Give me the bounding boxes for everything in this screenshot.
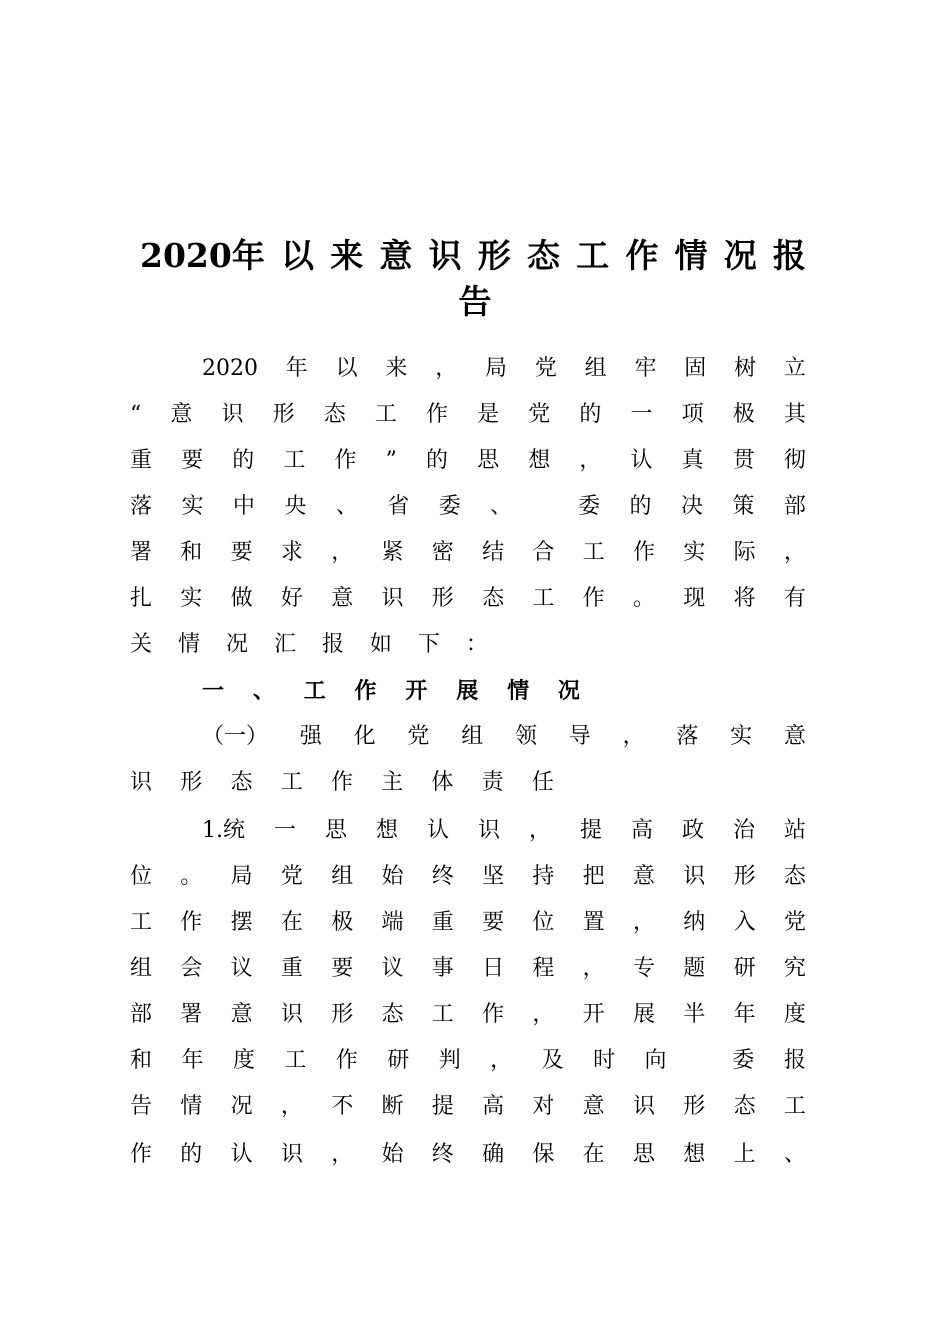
text-char: 重 xyxy=(130,448,153,473)
text-char: 化 xyxy=(353,724,376,749)
text-char: 领 xyxy=(514,724,537,749)
text-char: 要 xyxy=(181,448,204,473)
text-char: 情 xyxy=(177,632,200,657)
text-char: 、 xyxy=(783,1142,806,1167)
text-char: 始 xyxy=(381,864,404,889)
text-char: 上 xyxy=(733,1142,756,1167)
text-char: 意 xyxy=(582,1094,605,1119)
text-char: 态 xyxy=(783,864,806,889)
text-char: 识 xyxy=(280,1142,303,1167)
text-char: 断 xyxy=(381,1094,404,1119)
text-char: 一 xyxy=(630,402,653,427)
text-char: 提 xyxy=(431,1094,454,1119)
text-char: ， xyxy=(280,1094,303,1119)
text-char: 真 xyxy=(681,448,704,473)
text-char: 作 xyxy=(335,1048,358,1073)
text-char: 思 xyxy=(632,1142,655,1167)
text-char: 认 xyxy=(230,1142,253,1167)
body-line xyxy=(130,860,806,894)
text-char: 落 xyxy=(676,724,699,749)
text-char: 度 xyxy=(783,1002,806,1027)
text-char: 始 xyxy=(381,1142,404,1167)
body-line xyxy=(130,628,488,662)
body-line xyxy=(130,1138,806,1172)
text-char: 识 xyxy=(280,1002,303,1027)
text-char: 工 xyxy=(280,770,303,795)
text-char: 委 xyxy=(732,1048,755,1073)
document-title-line-1 xyxy=(140,234,806,278)
text-char: 重 xyxy=(280,956,303,981)
body-line xyxy=(130,1044,806,1078)
text-char: 识 xyxy=(632,1094,655,1119)
text-char: 形 xyxy=(331,1002,354,1027)
text-char: 将 xyxy=(733,586,756,611)
text-char: 识 xyxy=(683,864,706,889)
text-char: 主 xyxy=(381,770,404,795)
text-char: 年 xyxy=(733,1002,756,1027)
text-char: 做 xyxy=(230,586,253,611)
text-char: 作 xyxy=(632,540,655,565)
text-char: 如 xyxy=(369,632,392,657)
text-char: 态 xyxy=(323,402,346,427)
text-char: 会 xyxy=(180,956,203,981)
text-char: 意 xyxy=(230,1002,253,1027)
body-line xyxy=(130,1090,806,1124)
text-char: 委 xyxy=(578,494,601,519)
title-char: 报 xyxy=(772,236,806,275)
text-char: 强 xyxy=(299,724,322,749)
text-char: 位 xyxy=(532,910,555,935)
body-line xyxy=(130,952,806,986)
text-char: ， xyxy=(331,540,354,565)
text-char: 部 xyxy=(130,1002,153,1027)
text-char: 端 xyxy=(381,910,404,935)
text-char: 专 xyxy=(632,956,655,981)
body-line xyxy=(202,814,806,848)
text-char: 议 xyxy=(381,956,404,981)
text-char: 部 xyxy=(783,494,806,519)
text-char: 坚 xyxy=(482,864,505,889)
text-char: 扎 xyxy=(130,586,153,611)
text-char: 作 xyxy=(334,448,357,473)
text-char: ， xyxy=(622,724,645,749)
text-char: 组 xyxy=(461,724,484,749)
text-char: 。 xyxy=(632,586,655,611)
text-char: 工 xyxy=(374,402,397,427)
text-char: 委 xyxy=(438,494,461,519)
text-char: 工 xyxy=(130,910,153,935)
text-char: 作 xyxy=(354,678,377,704)
text-char: 形 xyxy=(180,770,203,795)
text-char: 及 xyxy=(541,1048,564,1073)
text-char: 组 xyxy=(331,864,354,889)
text-char: 纳 xyxy=(683,910,706,935)
text-char: ， xyxy=(783,540,806,565)
text-char: 开 xyxy=(405,678,428,704)
text-char: 极 xyxy=(732,402,755,427)
text-char: 情 xyxy=(507,678,530,704)
text-char: ， xyxy=(532,1002,555,1027)
text-char: 向 xyxy=(644,1048,667,1073)
text-char: 年 xyxy=(181,1048,204,1073)
text-char: 展 xyxy=(632,1002,655,1027)
body-line xyxy=(202,352,806,386)
title-char: 情 xyxy=(674,236,708,275)
text-char: 议 xyxy=(230,956,253,981)
text-char: 形 xyxy=(683,1094,706,1119)
text-char: 好 xyxy=(280,586,303,611)
text-char: 党 xyxy=(534,356,557,381)
text-char: 彻 xyxy=(783,448,806,473)
text-char: 现 xyxy=(683,586,706,611)
title-char: 来 xyxy=(330,236,364,275)
text-char: ， xyxy=(528,818,551,843)
text-char: ， xyxy=(582,956,605,981)
text-char: 态 xyxy=(482,586,505,611)
text-char: 贯 xyxy=(732,448,755,473)
body-line xyxy=(130,998,806,1032)
text-char: 研 xyxy=(733,956,756,981)
text-char: 2020 xyxy=(202,356,258,381)
text-char: 程 xyxy=(532,956,555,981)
text-char: 树 xyxy=(734,356,757,381)
text-char: 思 xyxy=(477,448,500,473)
text-char: 持 xyxy=(532,864,555,889)
text-char: （一） xyxy=(202,724,269,749)
text-char: 实 xyxy=(180,586,203,611)
text-char: 关 xyxy=(130,632,153,657)
text-char: 事 xyxy=(431,956,454,981)
text-char: 置 xyxy=(582,910,605,935)
text-char: “ xyxy=(130,402,142,427)
document-title-line-2: 告 xyxy=(458,282,492,321)
text-char: 和 xyxy=(180,540,203,565)
text-char: 组 xyxy=(130,956,153,981)
text-char: 况 xyxy=(230,1094,253,1119)
text-char: 作 xyxy=(425,402,448,427)
text-char: 重 xyxy=(431,910,454,935)
text-char: 结 xyxy=(482,540,505,565)
text-char: 想 xyxy=(375,818,398,843)
text-char: 实 xyxy=(683,540,706,565)
text-char: 策 xyxy=(732,494,755,519)
text-char: ， xyxy=(490,1048,513,1073)
text-char: 一 xyxy=(273,818,296,843)
text-char: 意 xyxy=(170,402,193,427)
title-char: 以 xyxy=(281,236,315,275)
text-char: 实 xyxy=(181,494,204,519)
text-char: 工 xyxy=(283,448,306,473)
title-char: 况 xyxy=(723,236,757,275)
text-char: 是 xyxy=(477,402,500,427)
text-char xyxy=(542,490,549,524)
text-char: 立 xyxy=(783,356,806,381)
body-line xyxy=(130,398,806,432)
text-char: 责 xyxy=(481,770,504,795)
text-char: 体 xyxy=(431,770,454,795)
subsection-heading-line xyxy=(130,766,554,800)
text-char: 报 xyxy=(321,632,344,657)
text-char: 工 xyxy=(284,1048,307,1073)
text-char: 工 xyxy=(303,678,326,704)
text-char: 作 xyxy=(330,770,353,795)
text-char: 对 xyxy=(532,1094,555,1119)
body-line xyxy=(130,582,806,616)
text-char: 认 xyxy=(630,448,653,473)
text-char: 把 xyxy=(582,864,605,889)
text-char: 党 xyxy=(783,910,806,935)
text-char: 保 xyxy=(532,1142,555,1167)
text-char: 和 xyxy=(130,1048,153,1073)
title-char: 工 xyxy=(576,236,610,275)
text-char: 其 xyxy=(783,402,806,427)
text-char: 站 xyxy=(783,818,806,843)
text-char: 题 xyxy=(683,956,706,981)
text-char: 1.统 xyxy=(202,818,245,843)
text-char: ” xyxy=(385,448,397,473)
subsection-heading-line xyxy=(202,720,806,754)
text-char: 终 xyxy=(431,864,454,889)
text-char: 入 xyxy=(733,910,756,935)
text-char: 导 xyxy=(568,724,591,749)
text-char: 以 xyxy=(335,356,358,381)
text-char xyxy=(696,1044,703,1078)
text-char: 况 xyxy=(557,678,580,704)
title-char: 形 xyxy=(477,236,511,275)
text-char: ， xyxy=(632,910,655,935)
text-char: 要 xyxy=(230,540,253,565)
text-char: 省 xyxy=(387,494,410,519)
text-char: 想 xyxy=(528,448,551,473)
text-char: 报 xyxy=(783,1048,806,1073)
text-char: 年 xyxy=(285,356,308,381)
text-char: 作 xyxy=(582,586,605,611)
text-char: 固 xyxy=(684,356,707,381)
text-char: 作 xyxy=(180,910,203,935)
text-char: 、 xyxy=(335,494,358,519)
text-char: ， xyxy=(435,356,458,381)
text-char: 密 xyxy=(431,540,454,565)
text-char: 摆 xyxy=(230,910,253,935)
text-char: 识 xyxy=(130,770,153,795)
text-char: 任 xyxy=(531,770,554,795)
text-char: 的 xyxy=(180,1142,203,1167)
text-char: 意 xyxy=(331,586,354,611)
text-char: 来 xyxy=(385,356,408,381)
text-char: 工 xyxy=(582,540,605,565)
text-char: 识 xyxy=(477,818,500,843)
body-line xyxy=(130,536,806,570)
text-char: 的 xyxy=(232,448,255,473)
text-char: 高 xyxy=(630,818,653,843)
text-char: 思 xyxy=(324,818,347,843)
text-char: 组 xyxy=(584,356,607,381)
text-char: 落 xyxy=(130,494,153,519)
text-char: 形 xyxy=(272,402,295,427)
body-line xyxy=(130,444,806,478)
text-char: 判 xyxy=(438,1048,461,1073)
text-char: 开 xyxy=(582,1002,605,1027)
text-char: 况 xyxy=(225,632,248,657)
text-char: 牢 xyxy=(634,356,657,381)
text-char: 意 xyxy=(632,864,655,889)
text-char: 一 xyxy=(202,678,225,704)
text-char: 局 xyxy=(485,356,508,381)
section-heading xyxy=(202,674,580,708)
text-char: 署 xyxy=(180,1002,203,1027)
title-char: 识 xyxy=(428,236,462,275)
title-char: 意 xyxy=(379,236,413,275)
body-line xyxy=(130,490,806,524)
text-char: 的 xyxy=(425,448,448,473)
text-char: 、 xyxy=(252,678,275,704)
text-char: 决 xyxy=(680,494,703,519)
text-char: 形 xyxy=(733,864,756,889)
text-char: 想 xyxy=(683,1142,706,1167)
text-char: 日 xyxy=(482,956,505,981)
text-char: 终 xyxy=(431,1142,454,1167)
text-char: 的 xyxy=(629,494,652,519)
title-char: 态 xyxy=(526,236,560,275)
text-char: 时 xyxy=(593,1048,616,1073)
text-char: 。 xyxy=(180,864,203,889)
text-char: 实 xyxy=(730,724,753,749)
text-char: 形 xyxy=(431,586,454,611)
text-char: 有 xyxy=(783,586,806,611)
text-char: 下 xyxy=(417,632,440,657)
text-char: ， xyxy=(579,448,602,473)
text-char: 作 xyxy=(130,1142,153,1167)
text-char: 合 xyxy=(532,540,555,565)
title-year: 2020年 xyxy=(140,236,265,275)
text-char: ， xyxy=(331,1142,354,1167)
text-char: 高 xyxy=(482,1094,505,1119)
text-char: 项 xyxy=(681,402,704,427)
text-char: 半 xyxy=(683,1002,706,1027)
text-char: 署 xyxy=(130,540,153,565)
text-char: 紧 xyxy=(381,540,404,565)
text-char: 究 xyxy=(783,956,806,981)
text-char: 际 xyxy=(733,540,756,565)
text-char: 党 xyxy=(407,724,430,749)
text-char: 在 xyxy=(280,910,303,935)
text-char: 极 xyxy=(331,910,354,935)
text-char: 、 xyxy=(490,494,513,519)
text-char: 位 xyxy=(130,864,153,889)
text-char: 研 xyxy=(387,1048,410,1073)
text-char: 要 xyxy=(331,956,354,981)
text-char: 在 xyxy=(582,1142,605,1167)
text-char: 确 xyxy=(482,1142,505,1167)
text-char: 政 xyxy=(681,818,704,843)
text-char: ： xyxy=(465,632,488,657)
text-char: 央 xyxy=(284,494,307,519)
text-char: 展 xyxy=(456,678,479,704)
text-char: 工 xyxy=(532,586,555,611)
text-char: 识 xyxy=(381,586,404,611)
text-char: 中 xyxy=(232,494,255,519)
text-char: 党 xyxy=(528,402,551,427)
text-char: 告 xyxy=(130,1094,153,1119)
text-char: 意 xyxy=(783,724,806,749)
text-char: 提 xyxy=(579,818,602,843)
text-char: 不 xyxy=(331,1094,354,1119)
text-char: 识 xyxy=(221,402,244,427)
text-char: 工 xyxy=(783,1094,806,1119)
text-char: 求 xyxy=(280,540,303,565)
text-char: 汇 xyxy=(273,632,296,657)
text-char: 工 xyxy=(431,1002,454,1027)
text-char: 态 xyxy=(230,770,253,795)
body-line xyxy=(130,906,806,940)
text-char: 党 xyxy=(280,864,303,889)
text-char: 态 xyxy=(733,1094,756,1119)
text-char: 情 xyxy=(180,1094,203,1119)
title-char: 作 xyxy=(625,236,659,275)
text-char: 的 xyxy=(579,402,602,427)
text-char: 要 xyxy=(482,910,505,935)
text-char: 作 xyxy=(482,1002,505,1027)
text-char: 度 xyxy=(232,1048,255,1073)
text-char: 态 xyxy=(381,1002,404,1027)
text-char: 局 xyxy=(230,864,253,889)
text-char: 治 xyxy=(732,818,755,843)
text-char: 认 xyxy=(426,818,449,843)
